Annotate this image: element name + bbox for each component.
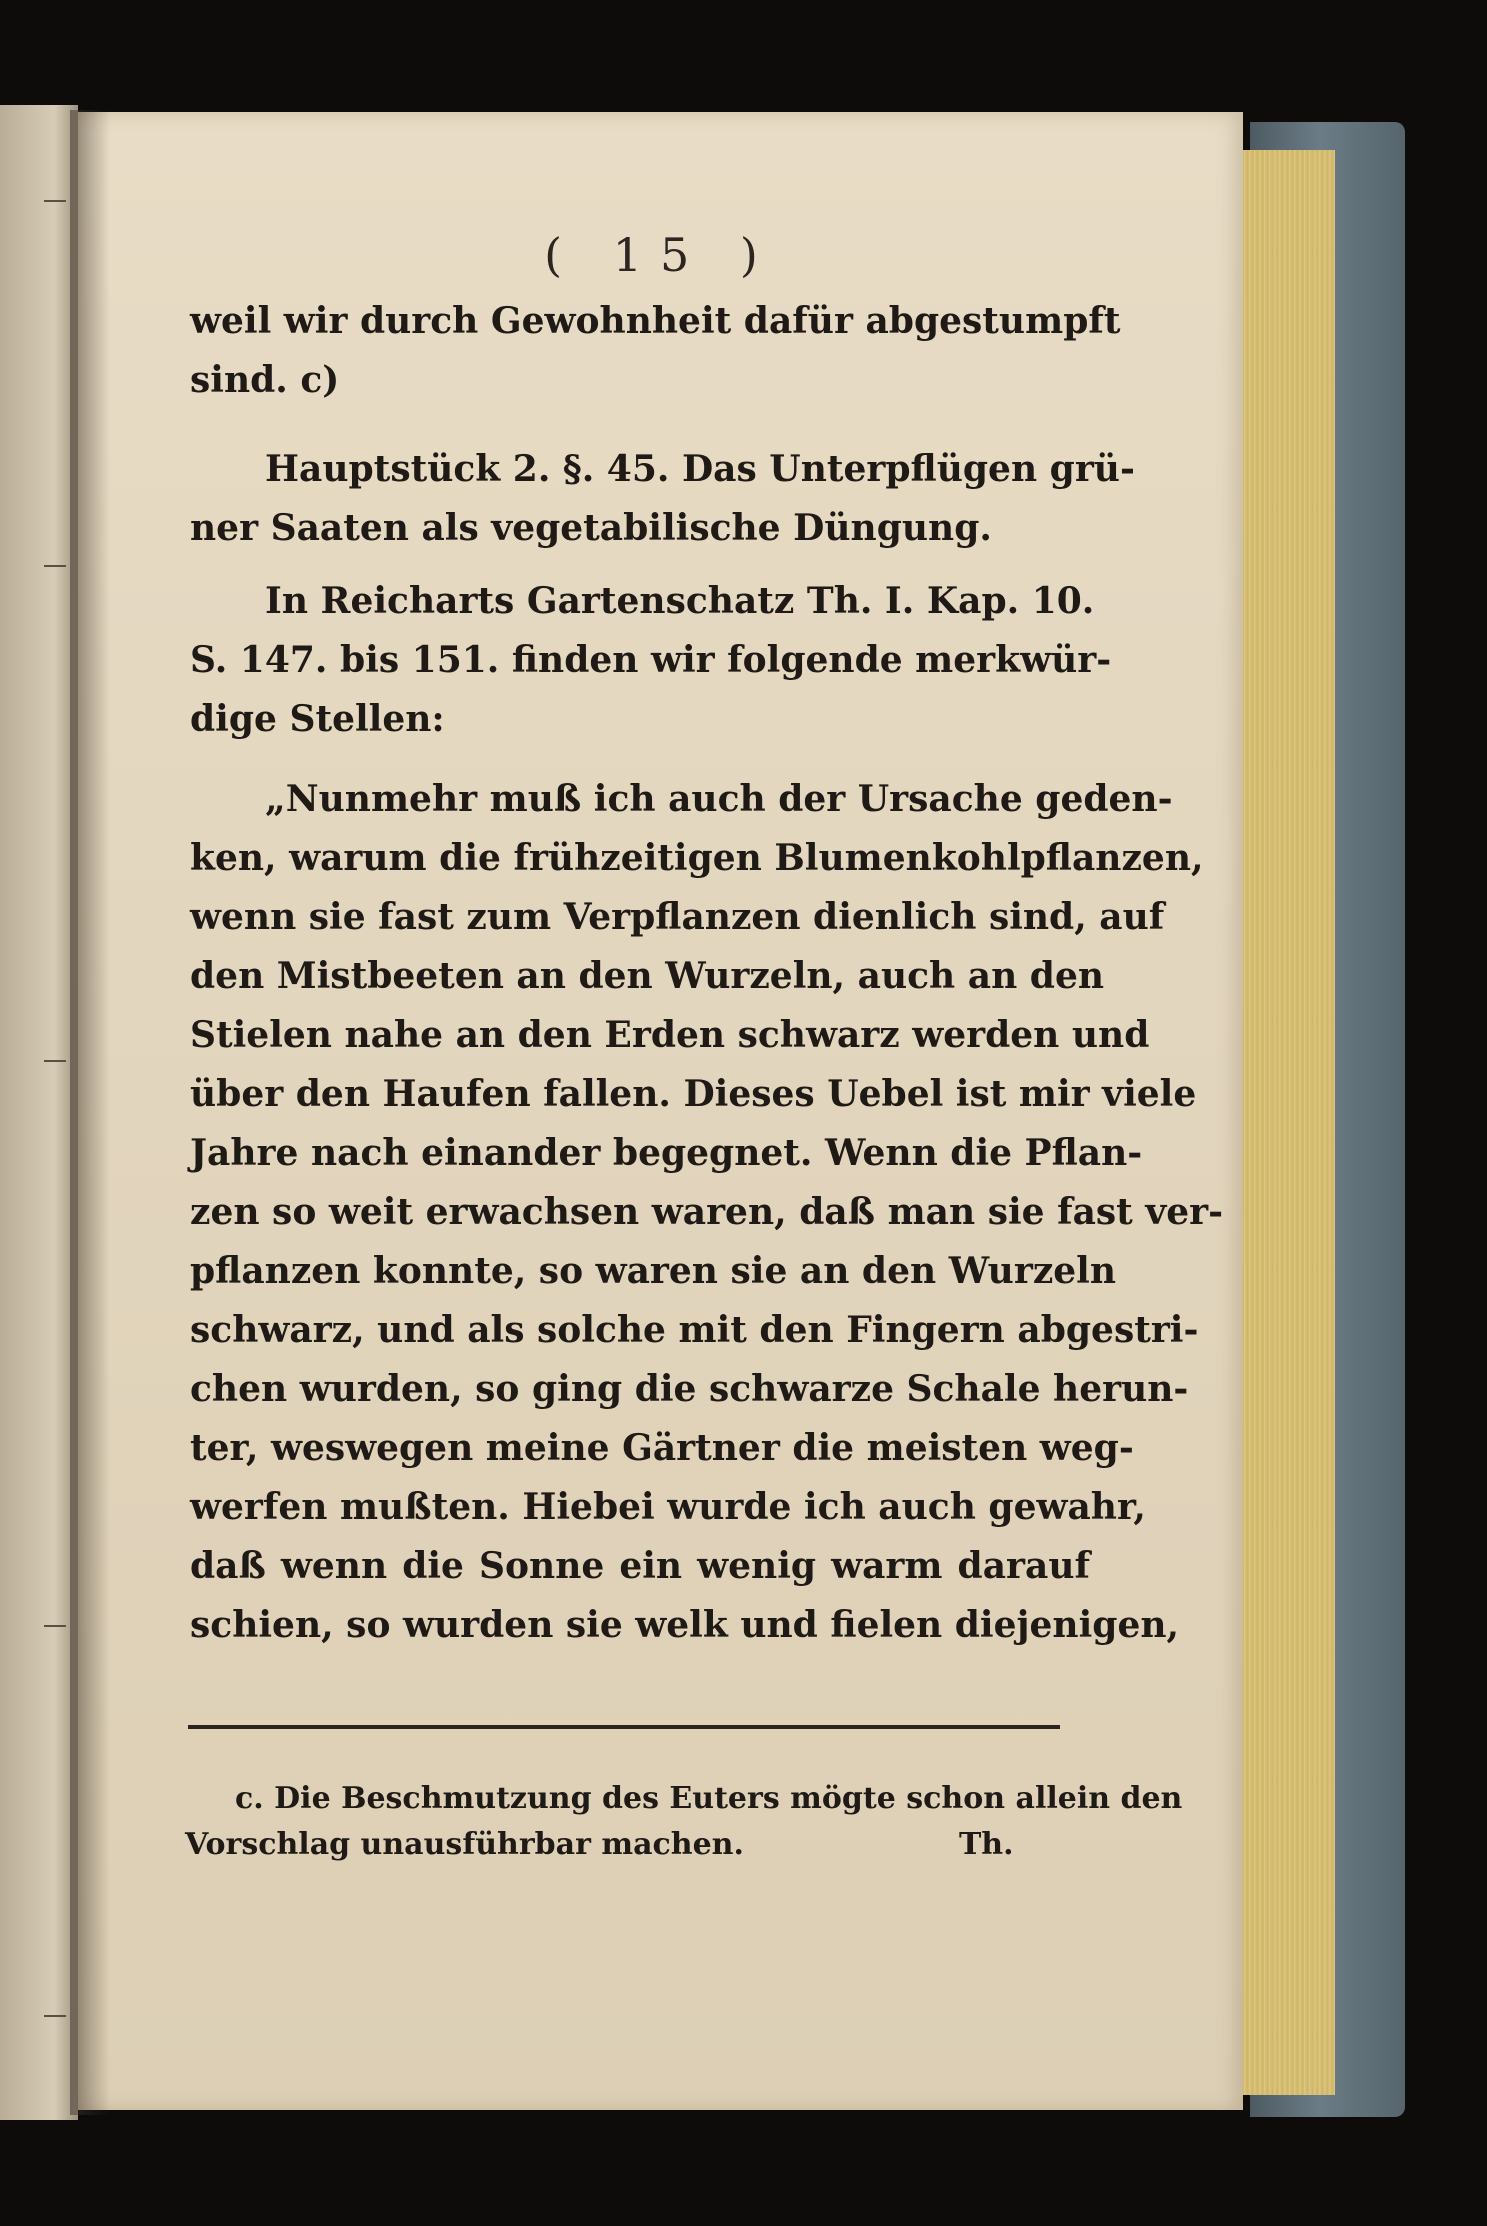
body-text-paragraph-2 — [190, 572, 1112, 749]
text-line: schien, so wurden sie welk und fielen diejenigen, — [190, 1604, 1180, 1646]
text-line: Hauptstück 2. §. 45. Das Unterpflügen grü- — [265, 448, 1135, 490]
page-edges — [1240, 150, 1335, 2095]
body-text-paragraph-1 — [190, 440, 1135, 558]
footnote — [185, 1776, 1183, 1868]
left-page-mark — [44, 200, 66, 202]
left-page-mark — [44, 1625, 66, 1627]
text-line: Jahre nach einander begegnet. Wenn die Pflan- — [190, 1132, 1143, 1174]
text-line: S. 147. bis 151. finden wir folgende merkwür- — [190, 639, 1112, 681]
text-line: pflanzen konnte, so waren sie an den Wurzeln — [190, 1250, 1117, 1292]
text-line: dige Stellen: — [190, 698, 445, 740]
page-number: ( 15 ) — [544, 228, 776, 282]
text-line: ken, warum die frühzeitigen Blumenkohlpflanzen, — [190, 837, 1204, 879]
text-line: wenn sie fast zum Verpflanzen dienlich sind, auf — [190, 896, 1165, 938]
text-line: „Nunmehr muß ich auch der Ursache geden- — [265, 778, 1173, 820]
text-line: In Reicharts Gartenschatz Th. I. Kap. 10. — [265, 580, 1095, 622]
text-line: den Mistbeeten an den Wurzeln, auch an den — [190, 955, 1105, 997]
left-page-mark — [44, 565, 66, 567]
text-line: weil wir durch Gewohnheit dafür abgestumpft — [190, 300, 1121, 342]
text-line: zen so weit erwachsen waren, daß man sie fast ver- — [190, 1191, 1224, 1233]
left-page-mark — [44, 1060, 66, 1062]
text-line: ner Saaten als vegetabilische Düngung. — [190, 507, 992, 549]
footnote-line: c. Die Beschmutzung des Euters mögte schon allein den — [235, 1781, 1183, 1816]
text-line: ter, weswegen meine Gärtner die meisten weg- — [190, 1427, 1134, 1469]
text-line: schwarz, und als solche mit den Fingern abgestri- — [190, 1309, 1199, 1351]
text-line: sind. c) — [190, 359, 340, 401]
text-line: über den Haufen fallen. Dieses Uebel ist mir viele — [190, 1073, 1197, 1115]
text-line: werfen mußten. Hiebei wurde ich auch gewahr, — [190, 1486, 1146, 1528]
text-line: chen wurden, so ging die schwarze Schale herun- — [190, 1368, 1189, 1410]
body-text-top — [190, 292, 1121, 410]
footnote-signature: Th. — [958, 1827, 1014, 1862]
left-page-mark — [44, 2015, 66, 2017]
text-line: Stielen nahe an den Erden schwarz werden und — [190, 1014, 1150, 1056]
footnote-rule — [188, 1725, 1060, 1729]
footnote-line — [185, 1822, 1075, 1868]
text-line: daß wenn die Sonne ein wenig warm darauf — [190, 1545, 1090, 1587]
gutter-shadow — [70, 110, 110, 2115]
footnote-text: Vorschlag unausführbar machen. — [185, 1827, 744, 1862]
left-page-edge — [0, 105, 78, 2120]
body-text-quote — [190, 770, 1224, 1655]
